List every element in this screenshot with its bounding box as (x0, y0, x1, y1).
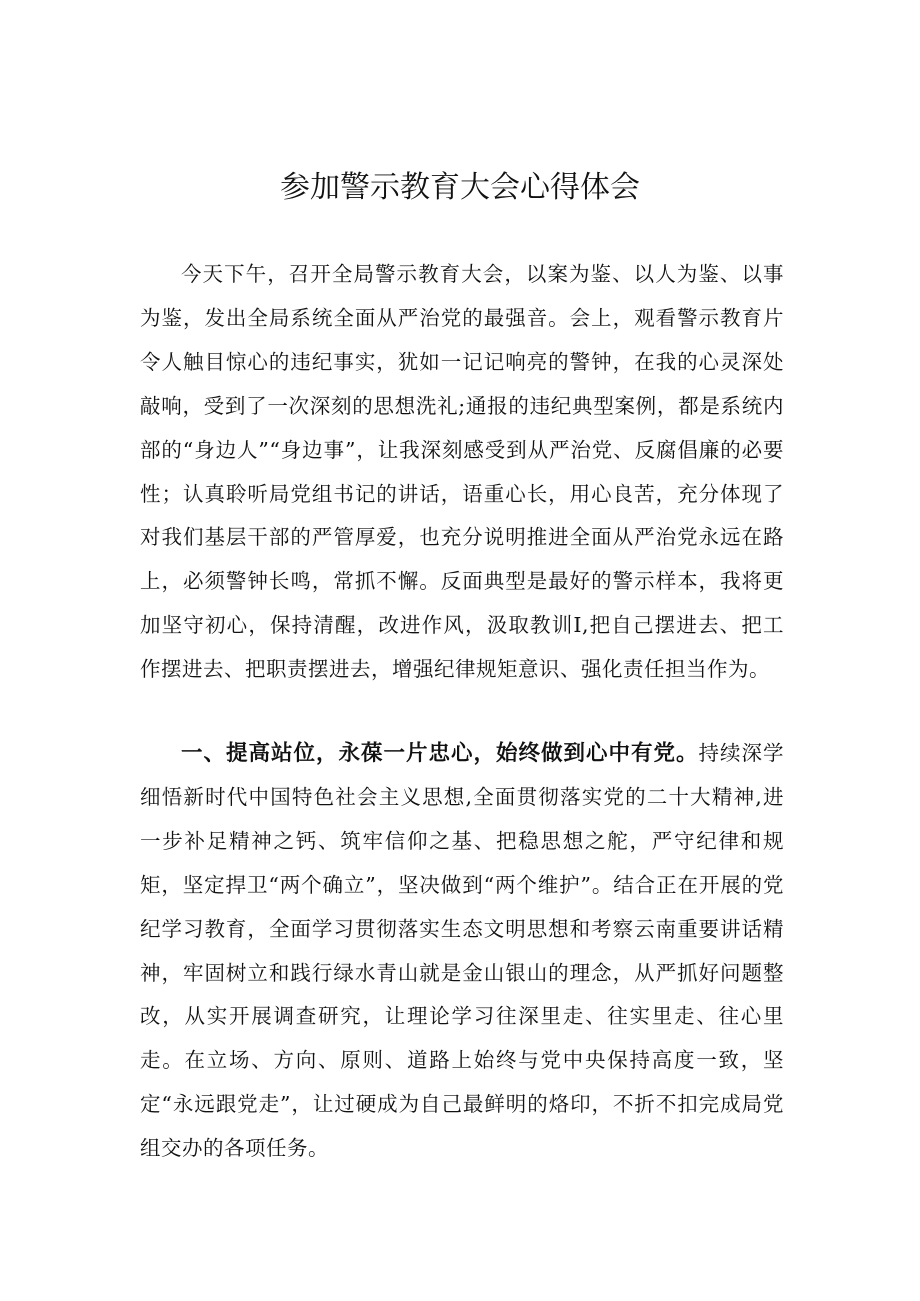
paragraph-section-1 (140, 732, 784, 1171)
paragraph-intro: 今天下午，召开全局警示教育大会，以案为鉴、以人为鉴、以事为鉴，发出全局系统全面从严治党的最强音。会上，观看警示教育片令人触目惊心的违纪事实，犹如一记记响亮的警钟，在我的心灵深处敲响，受到了一次深刻的思想洗礼;通报的违纪典型案例，都是系统内部的“身边人”“身边事”，让我深刻感受到从严治党、反腐倡廉的必要性；认真聆听局党组书记的讲话，语重心长，用心良苦，充分体现了对我们基层干部的严管厚爱，也充分说明推进全面从严治党永远在路上，必须警钟长鸣，常抓不懈。反面典型是最好的警示样本，我将更加坚守初心，保持清醒，改进作风，汲取教训I,把自己摆进去、把工作摆进去、把职责摆进去，增强纪律规矩意识、强化责任担当作为。 (140, 262, 784, 682)
document-title: 参加警示教育大会心得体会 (280, 170, 640, 205)
section-1-heading: 一、提高站位，永葆一片忠心，始终做到心中有党。 (181, 741, 699, 766)
section-1-body: 持续深学细悟新时代中国特色社会主义思想,全面贯彻落实党的二十大精神,进一步补足精神之钙、筑牢信仰之基、把稳思想之舵，严守纪律和规矩，坚定捍卫“两个确立”，坚决做到“两个维护”。结合正在开展的党纪学习教育，全面学习贯彻落实生态文明思想和考察云南重要讲话精神，牢固树立和践行绿水青山就是金山银山的理念，从严抓好问题整改，从实开展调查研究，让理论学习往深里走、往实里走、往心里走。在立场、方向、原则、道路上始终与党中央保持高度一致，坚定“永远跟党走”，让过硬成为自己最鲜明的烙印，不折不扣完成局党组交办的各项任务。 (140, 741, 784, 1161)
